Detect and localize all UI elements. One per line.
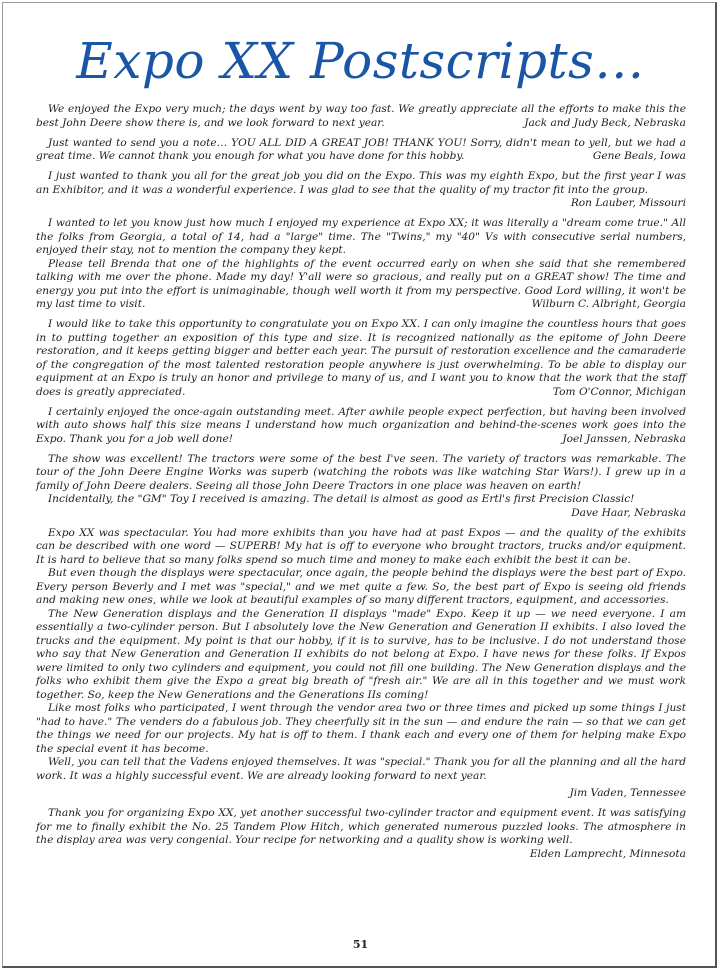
letter-paragraph: Incidentally, the "GM" Toy I received is amazing. The detail is almost as good as Ertl's first Precision Classic! [48,493,635,505]
page-title: Expo XX Postscripts… [76,32,645,90]
letter-signature: Jim Vaden, Tennessee [569,787,686,799]
letter-signature: Tom O'Connor, Michigan [552,385,686,398]
letter-paragraph: Expo XX was spectacular. You had more exhibits than you have had at past Expos — and the quality of the exhibits can be described with one word — SUPERB! My hat is off to everyone who brought tractors, trucks and/or equipment. It is hard to believe that so many folks spend so much time and money to make each exhibit the best it can be. [36,526,686,566]
letter-albright [36,217,686,312]
letter-beals [36,137,686,164]
letter-vaden [36,527,686,801]
letter-paragraph: But even though the displays were spectacular, once again, the people behind the displays were the best part of Expo. Every person Beverly and I met was "special," and we met quite a few. So, the best part of Expo is seeing old friends and making new ones, while we look at beautiful examples of so many different tractors, equipment, and accessories. [36,567,686,606]
letter-lauber [36,170,686,211]
letter-paragraph: The show was excellent! The tractors were some of the best I've seen. The variety of tractors was remarkable. The tour of the John Deere Engine Works was superb (watching the robots was like watching Star Wars!). I grew up in a family of John Deere dealers. Seeing all those John Deere Tractors in one place was heaven on earth! [36,452,686,492]
letter-paragraph: Well, you can tell that the Vadens enjoyed themselves. It was "special." Thank you for all the planning and all the hard work. It was a highly successful event. We are already looking forward to next year. [36,756,686,782]
letter-signature: Wilburn C. Albright, Georgia [531,298,686,310]
letter-signature: Jack and Judy Beck, Nebraska [524,116,686,129]
letter-paragraph: I just wanted to thank you all for the great job you did on the Expo. This was my eighth Expo, but the first year I was an Exhibitor, and it was a wonderful experience. I was glad to see that the quality of my tractor fit into the group. [36,170,686,196]
letter-lamprecht [36,807,686,861]
letter-haar [36,453,686,521]
page-number: 51 [352,938,369,951]
letter-signature: Elden Lamprecht, Minnesota [529,847,686,860]
letter-paragraph: Please tell Brenda that one of the highlights of the event occurred early on when she said that she remembered talking with me over the phone. Made my day! Y'all were so gracious, and really put on a GREAT show! The time and energy you put into the effort is unimaginable, though well worth it from my perspective. Good Lord willing, it won't be my last time to visit. Wilburn C. Albright, Georgia [36,257,686,310]
letter-paragraph: The New Generation displays and the Generation II displays "made" Expo. Keep it up — we need everyone. I am essentially a two-cylinder person. But I absolutely love the New Generation and Generation II exhibits. I also loved the trucks and the equipment. My point is that our hobby, if it is to survive, has to be inclusive. I do not understand those who say that New Generation and Generation II exhibits do not belong at Expo. I have news for these folks. If Expos were limited to only two cylinders and equipment, you could not fill one building. The New Generation displays and the folks who exhibit them give the Expo a great big breath of "fresh air." We are all in this together and we must work together. So, keep the New Generations and the Generations IIs coming! [36,607,686,701]
letter-signature: Dave Haar, Nebraska [571,506,686,519]
letter-signature: Ron Lauber, Missouri [570,197,686,209]
letter-janssen [36,406,686,447]
letter-beck [36,103,686,130]
letter-paragraph: Just wanted to send you a note… YOU ALL DID A GREAT JOB! THANK YOU! Sorry, didn't mean to yell, but we had a great time. We cannot thank you enough for what you have done for this hobby. Gene Beals, Iowa [36,136,686,162]
letter-signature: Joel Janssen, Nebraska [562,432,686,445]
letter-paragraph: We enjoyed the Expo very much; the days went by way too fast. We greatly appreciate all the efforts to make this the best John Deere show there is, and we look forward to next year. Jack and Judy Beck, Nebraska [36,103,686,129]
letter-signature: Gene Beals, Iowa [592,150,686,162]
letters-column [36,103,686,868]
letter-paragraph: I would like to take this opportunity to congratulate you on Expo XX. I can only imagine the countless hours that goes in to putting together an exposition of this type and size. It is recognized nationally as the epitome of John Deere restoration, and it keeps getting bigger and better each year. The pursuit of restoration excellence and the camaraderie of the congregation of the most talented restoration people anywhere is just overwhelming. To be able to display our equipment at an Expo is truly an honor and privilege to many of us, and I want you to know that the work that the staff does is greatly appreciated. Tom O'Connor, Michigan [36,318,686,398]
letter-paragraph: Thank you for organizing Expo XX, yet another successful two-cylinder tractor and equipment event. It was satisfying for me to finally exhibit the No. 25 Tandem Plow Hitch, which generated numerous puzzled looks. The atmosphere in the display area was very congenial. Your recipe for networking and a quality show is working well. [36,807,686,846]
letter-paragraph: I wanted to let you know just how much I enjoyed my experience at Expo XX; it was literally a "dream come true." All the folks from Georgia, a total of 14, had a "large" time. The "Twins," my "40" Vs with consecutive serial numbers, enjoyed their stay, not to mention the company they kept. [36,217,686,256]
letter-oconnor [36,318,686,399]
letter-paragraph: Like most folks who participated, I went through the vendor area two or three times and picked up some things I just "had to have." The venders do a fabulous job. They cheerfully sit in the sun — and endure the rain — so that we can get the things we need for our projects. My hat is off to them. I thank each and every one of them for helping make Expo the special event it has become. [36,702,686,755]
letter-paragraph: I certainly enjoyed the once-again outstanding meet. After awhile people expect perfection, but having been involved with auto shows half this size means I understand how much organization and behind-the-scenes work goes into the Expo. Thank you for a job well done! Joel Janssen, Nebraska [36,405,686,445]
